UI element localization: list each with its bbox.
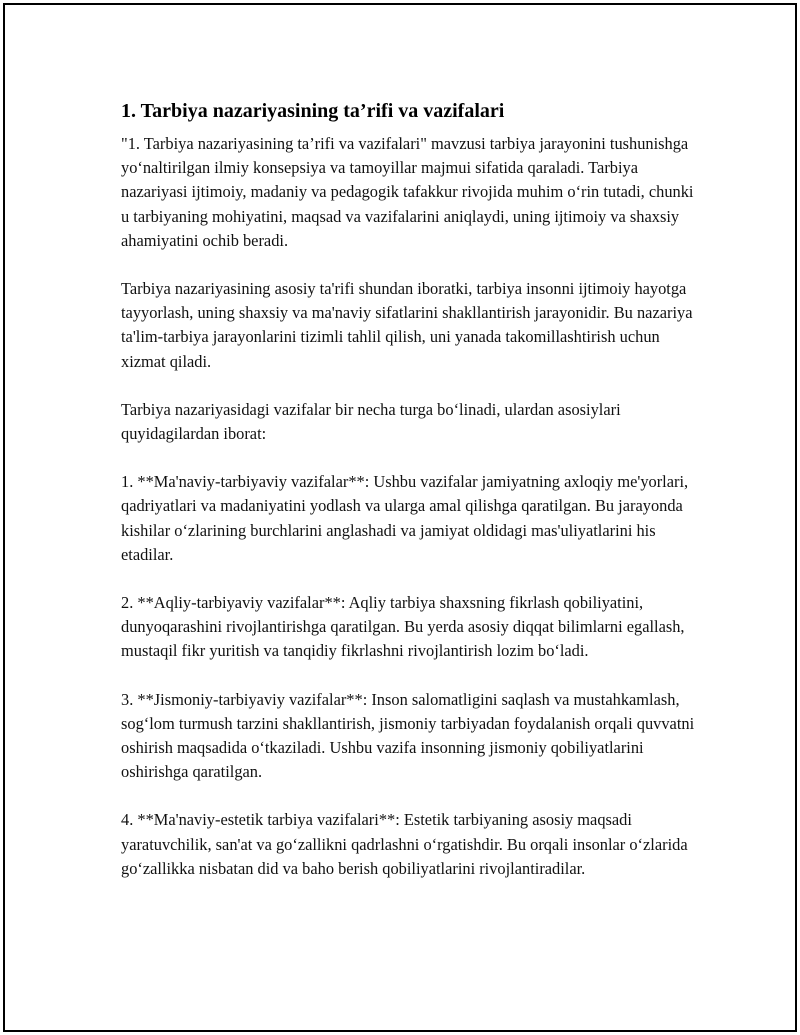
section-heading: 1. Tarbiya nazariyasining ta’rifi va vazifalari	[121, 100, 505, 122]
paragraph-task-3: 3. **Jismoniy-tarbiyaviy vazifalar**: Inson salomatligini saqlash va mustahkamlash, sog‘lom turmush tarzini shakllantirish, jismoniy tarbiyadan foydalanish orqali quvvatni oshirish maqsadida o‘tkaziladi. Ushbu vazifa insonning jismoniy qobiliyatlarini oshirishga qaratilgan.	[121, 689, 695, 782]
page-frame	[3, 3, 797, 1032]
paragraph-tasks-intro: Tarbiya nazariyasidagi vazifalar bir necha turga bo‘linadi, ulardan asosiylari quyidagilardan iborat:	[121, 399, 621, 444]
paragraph-definition: Tarbiya nazariyasining asosiy ta'rifi shundan iboratki, tarbiya insonni ijtimoiy hayotga tayyorlash, uning shaxsiy va ma'naviy sifatlarini shakllantirish jarayonidir. Bu nazariya ta'lim-tarbiya jarayonlarini tizimli tahlil qilish, uni yanada takomillashtirish uchun xizmat qiladi.	[121, 279, 693, 371]
paragraph-task-1: 1. **Ma'naviy-tarbiyaviy vazifalar**: Ushbu vazifalar jamiyatning axloqiy me'yorlari, qadriyatlari va madaniyatini yodlash va ularga amal qilishga qaratilgan. Bu jarayonda kishilar o‘zlarining burchlarini anglashadi va jamiyat oldidagi mas'uliyatlarini his etadilar.	[121, 472, 689, 564]
paragraph-intro: "1. Tarbiya nazariyasining ta’rifi va vazifalari" mavzusi tarbiya jarayonini tushunishga yo‘naltirilgan ilmiy konsepsiya va tamoyillar majmui sifatida qaraladi. Tarbiya nazariyasi ijtimoiy, madaniy va pedagogik tafakkur rivojida muhim o‘rin tutadi, chunki u tarbiyaning mohiyatini, maqsad va vazifalarini aniqlaydi, uning ijtimoiy va shaxsiy ahamiyatini ochib beradi.	[121, 134, 694, 250]
document-body	[121, 98, 701, 905]
paragraph-task-4: 4. **Ma'naviy-estetik tarbiya vazifalari**: Estetik tarbiyaning asosiy maqsadi yaratuvchilik, san'at va go‘zallikni qadrlashni o‘rgatishdir. Bu orqali insonlar o‘zlarida go‘zallikka nisbatan did va baho berish qobiliyatlarini rivojlantiradilar.	[121, 810, 688, 878]
paragraph-task-2: 2. **Aqliy-tarbiyaviy vazifalar**: Aqliy tarbiya shaxsning fikrlash qobiliyatini, dunyoqarashini rivojlantirishga qaratilgan. Bu yerda asosiy diqqat bilimlarni egallash, mustaqil fikr yuritish va tanqidiy fikrlashni rivojlantirish lozim bo‘ladi.	[121, 593, 685, 661]
